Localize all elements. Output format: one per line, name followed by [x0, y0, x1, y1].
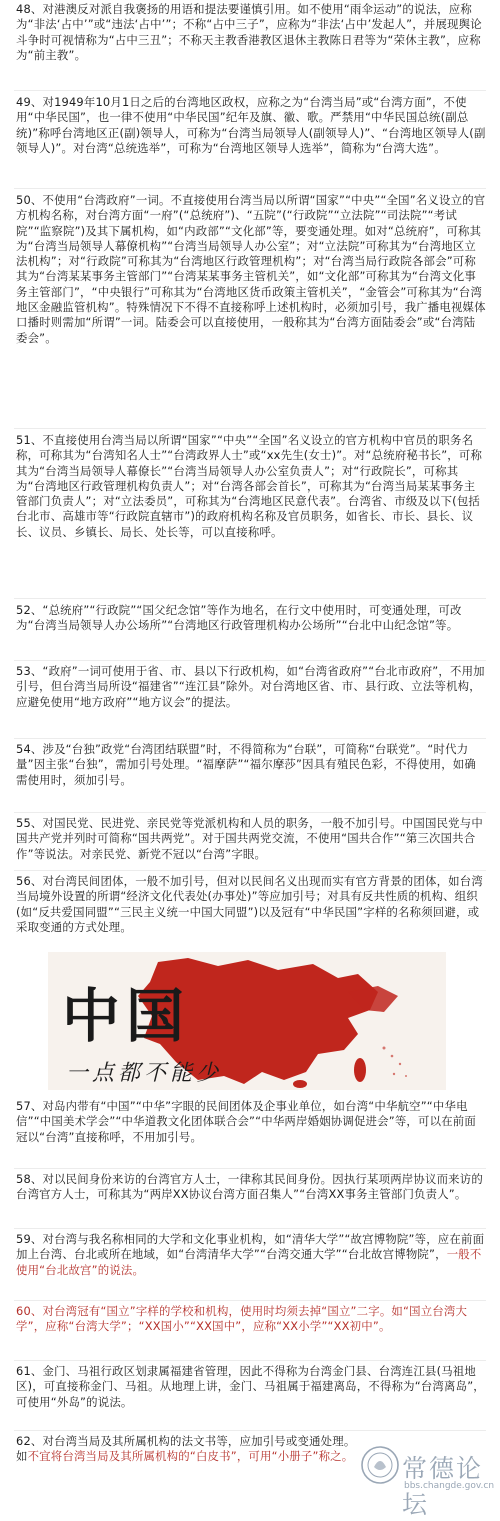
image-slogan: 一点都不能少	[66, 1061, 223, 1086]
watermark-url: bbs.changde.gov.cn	[404, 1481, 495, 1491]
paragraph-55: 55、对国民党、民进党、亲民党等党派机构和人员的职务，一般不加引号。中国国民党与中国共产党并列时可简称“国共两党”。对于国共两党交流，不使用“国共合作”“第三次国共合作”等说法。对亲民党、新党不冠以“台湾”字眼。	[16, 816, 483, 861]
paragraph-62-red-text: 不宜将台湾当局及其所属机构的“白皮书”，可用“小册子”称之。	[27, 1449, 354, 1464]
paragraph-52: 52、“总统府”“行政院”“国父纪念馆”等作为地名，在行文中使用时，可变通处理，可改为“台湾当局领导人办公场所”“台湾地区行政管理机构办公场所”“台北中山纪念馆”等。	[16, 603, 462, 633]
divider	[14, 870, 486, 871]
divider	[14, 598, 486, 599]
paragraph-62	[16, 1434, 356, 1465]
paragraph-59-text: 59、对台湾与我名称相同的大学和文化事业机构，如“清华大学”“故宫博物院”等，应在前面加上台湾、台北或所在地域，如“台湾清华大学”“台湾交通大学”“台北故宫博物院”，	[16, 1232, 485, 1262]
paragraph-60: 60、对台湾冠有“国立”字样的学校和机构，使用时均须去掉“国立”二字。如“国立台湾大学”，应称“台湾大学”；“XX国小”“XX国中”，应称“XX小学”“XX初中”。	[16, 1304, 468, 1334]
hainan-shape	[293, 1080, 307, 1088]
paragraph-53: 53、“政府”一词可使用于省、市、县以下行政机构，如“台湾省政府”“台北市政府”，不用加引号，但台湾当局所设“福建省”“连江县”除外。对台湾地区省、市、县行政、立法等机构，应避免使用“地方政府”“地方议会”的提法。	[16, 664, 485, 709]
paragraph-62-text: 62、对台湾当局及其所属机构的法文书等，应加引号或变通处理。如	[16, 1434, 356, 1464]
forum-watermark	[360, 1445, 498, 1519]
paragraph-58: 58、对以民间身份来访的台湾官方人士，一律称其民间身份。因执行某项两岸协议而来访的台湾官方人士，可称其为“两岸XX协议台湾方面召集人”“台湾XX事务主管部门负责人”。	[16, 1172, 483, 1202]
forum-logo-icon	[360, 1445, 400, 1485]
watermark-title: 常德论坛	[402, 1454, 484, 1519]
china-map-image	[48, 952, 446, 1090]
paragraph-48: 48、对港澳反对派自我褒扬的用语和提法要谨慎引用。如不使用“雨伞运动”的说法，应称为“非法‘占中’”或“违法‘占中’”；不称“占中三子”，应称为“非法‘占中’发起人”，并展现舆论斗争时可视情称为“占中三丑”；不称天主教香港教区退休主教陈日君等为“荣休主教”，应称为“前主教”。	[16, 2, 482, 62]
paragraph-59	[16, 1232, 486, 1278]
paragraph-56: 56、对台湾民间团体，一般不加引号，但对以民间名义出现而实有官方背景的团体，如台湾当局境外设置的所谓“经济文化代表处(办事处)”等应加引号；对具有反共性质的机构、组织(如“反共爱国同盟”“三民主义统一中国大同盟”)以及冠有“中华民国”字样的名称须回避，或采取变通的方式处理。	[16, 874, 483, 934]
paragraph-59-red-text: 一般不使用“台北故宫”的说法。	[16, 1247, 482, 1277]
divider	[14, 812, 486, 813]
paragraph-54: 54、涉及“台独”政党“台湾团结联盟”时，不得简称为“台联”，可简称“台联党”。“时代力量”因主张“台独”，需加引号处理。“福摩萨”“福尔摩莎”因具有殖民色彩，不得使用，如确需使用时，须加引号。	[16, 742, 476, 787]
divider	[14, 1168, 486, 1169]
paragraph-51: 51、不直接使用台湾当局以所谓“国家”“中央”“全国”名义设立的官方机构中官员的职务名称，可称其为“台湾知名人士”“台湾政界人士”或“xx先生(女士)”。对“总统府秘书长”，可称其为“台湾当局领导人幕僚长”“台湾当局领导人办公室负责人”；对“行政院长”，可称其为“台湾地区行政管理机构负责人”；对“台湾各部会首长”，可称其为“台湾当局某某事务主管部门负责人”；对“立法委员”，可称其为“台湾地区民意代表”。台湾省、市级及以下(包括台北市、高雄市等“行政院直辖市”)的政府机构名称及官员职务，如省长、市长、县长、议长、议员、乡镇长、局长、处长等，可以直接称呼。	[16, 433, 483, 539]
divider	[14, 1430, 486, 1431]
taiwan-shape	[354, 1058, 366, 1082]
divider	[14, 738, 486, 739]
paragraph-49: 49、对1949年10月1日之后的台湾地区政权，应称之为“台湾当局”或“台湾方面”，不使用“中华民国”，也一律不使用“中华民国”纪年及旗、徽、歌。严禁用“中华民国总统(副总统)”称呼台湾地区正(副)领导人，可称为“台湾当局领导人(副领导人)”、“台湾地区领导人(副领导人)”。对台湾“总统选举”，可称为“台湾地区领导人选举”，简称为“台湾大选”。	[16, 95, 486, 155]
paragraph-61: 61、金门、马祖行政区划隶属福建省管理，因此不得称为台湾金门县、台湾连江县(马祖地区)，可直接称金门、马祖。从地理上讲，金门、马祖属于福建离岛，不得称为“台湾离岛”，可使用“外岛”的说法。	[16, 1364, 485, 1409]
image-title: 中国	[62, 982, 191, 1050]
divider	[14, 1300, 486, 1301]
divider	[14, 1228, 486, 1229]
divider	[14, 188, 486, 189]
divider	[14, 1360, 486, 1361]
divider	[14, 90, 486, 91]
paragraph-57: 57、对岛内带有“中国”“中华”字眼的民间团体及企事业单位，如台湾“中华航空”“中华电信”“中国美术学会”“中华道教文化团体联合会”“中华两岸婚姻协调促进会”等，可以在前面冠以“台湾”直接称呼，不用加引号。	[16, 1099, 476, 1144]
divider	[14, 428, 486, 429]
china-map-graphic	[48, 952, 446, 1090]
paragraph-50: 50、不使用“台湾政府”一词。不直接使用台湾当局以所谓“国家”“中央”“全国”名义设立的官方机构名称，对台湾方面“一府”(“总统府”)、“五院”(“行政院”“立法院”“司法院”“考试院”“监察院”)及其下属机构，如“内政部”“文化部”等，要变通处理。如对“总统府”，可称其为“台湾当局领导人幕僚机构”“台湾当局领导人办公室”；对“立法院”可称其为“台湾地区立法机构”；对“行政院”可称其为“台湾地区行政管理机构”；对“台湾当局行政院各部会”可称其为“台湾某某事务主管部门”“台湾某某事务主管机关”，如“文化部”可称其为“台湾文化事务主管部门”，“中央银行”可称其为“台湾地区货币政策主管机关”，“金管会”可称其为“台湾地区金融监管机构”。特殊情况下不得不直接称呼上述机构时，必须加引号，我广播电视媒体口播时则需加“所谓”一词。陆委会可以直接使用，一般称其为“台湾方面陆委会”或“台湾陆委会”。	[16, 193, 486, 345]
divider	[14, 660, 486, 661]
